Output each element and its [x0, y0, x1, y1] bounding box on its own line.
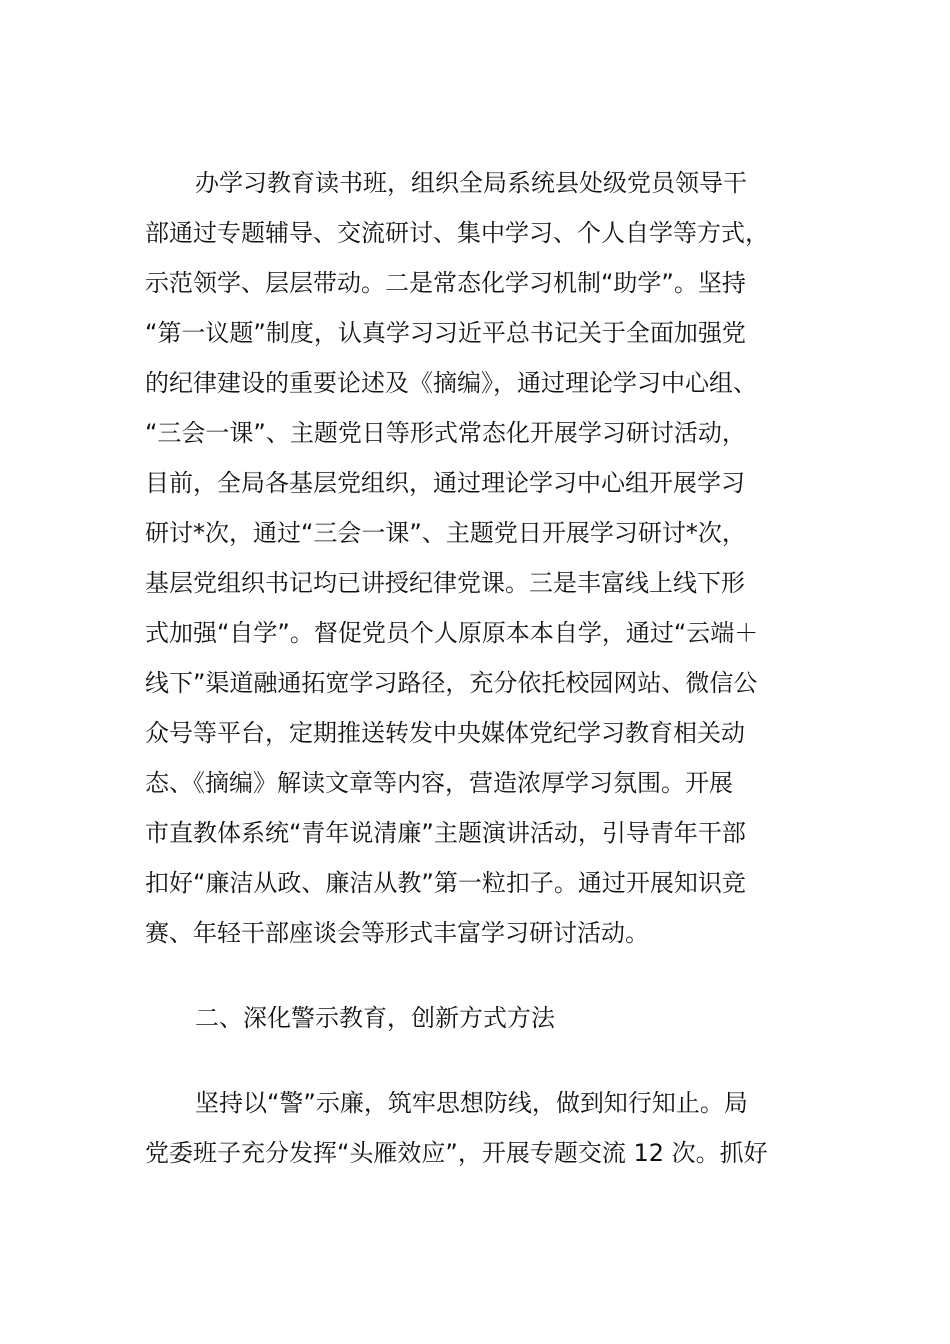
text-line: 的纪律建设的重要论述及《摘编》，通过理论学习中心组、	[145, 369, 757, 397]
text-line: 研讨*次，通过“三会一课”、主题党日开展学习研讨*次，	[145, 519, 746, 547]
text-line: “第一议题”制度，认真学习习近平总书记关于全面加强党	[145, 319, 746, 347]
text-line: 部通过专题辅导、交流研讨、集中学习、个人自学等方式，	[145, 219, 769, 247]
text-line: 基层党组织书记均已讲授纪律党课。三是丰富线上线下形	[145, 569, 745, 597]
text-line: 示范领学、层层带动。二是常态化学习机制“助学”。坚持	[145, 269, 746, 297]
text-line: 赛、年轻干部座谈会等形式丰富学习研讨活动。	[145, 919, 649, 947]
text-line: 扣好“廉洁从政、廉洁从教”第一粒扣子。通过开展知识竞	[145, 869, 746, 897]
text-line: 党委班子充分发挥“头雁效应”，开展专题交流 12 次。抓好	[145, 1139, 768, 1167]
text-line: 市直教体系统“青年说清廉”主题演讲活动，引导青年干部	[145, 819, 746, 847]
text-line: 式加强“自学”。督促党员个人原原本本自学，通过“云端＋	[145, 619, 759, 647]
text-line: 办学习教育读书班，组织全局系统县处级党员领导干	[195, 169, 747, 197]
text-line: 线下”渠道融通拓宽学习路径，充分依托校园网站、微信公	[145, 669, 758, 697]
text-line: “三会一课”、主题党日等形式常态化开展学习研讨活动，	[145, 419, 746, 447]
text-line: 态、《摘编》解读文章等内容，营造浓厚学习氛围。开展	[145, 769, 733, 797]
text-line: 坚持以“警”示廉，筑牢思想防线，做到知行知止。局	[195, 1089, 748, 1117]
text-line: 众号等平台，定期推送转发中央媒体党纪学习教育相关动	[145, 719, 745, 747]
text-line: 目前，全局各基层党组织，通过理论学习中心组开展学习	[145, 469, 745, 497]
section-heading: 二、深化警示教育，创新方式方法	[195, 1004, 555, 1032]
